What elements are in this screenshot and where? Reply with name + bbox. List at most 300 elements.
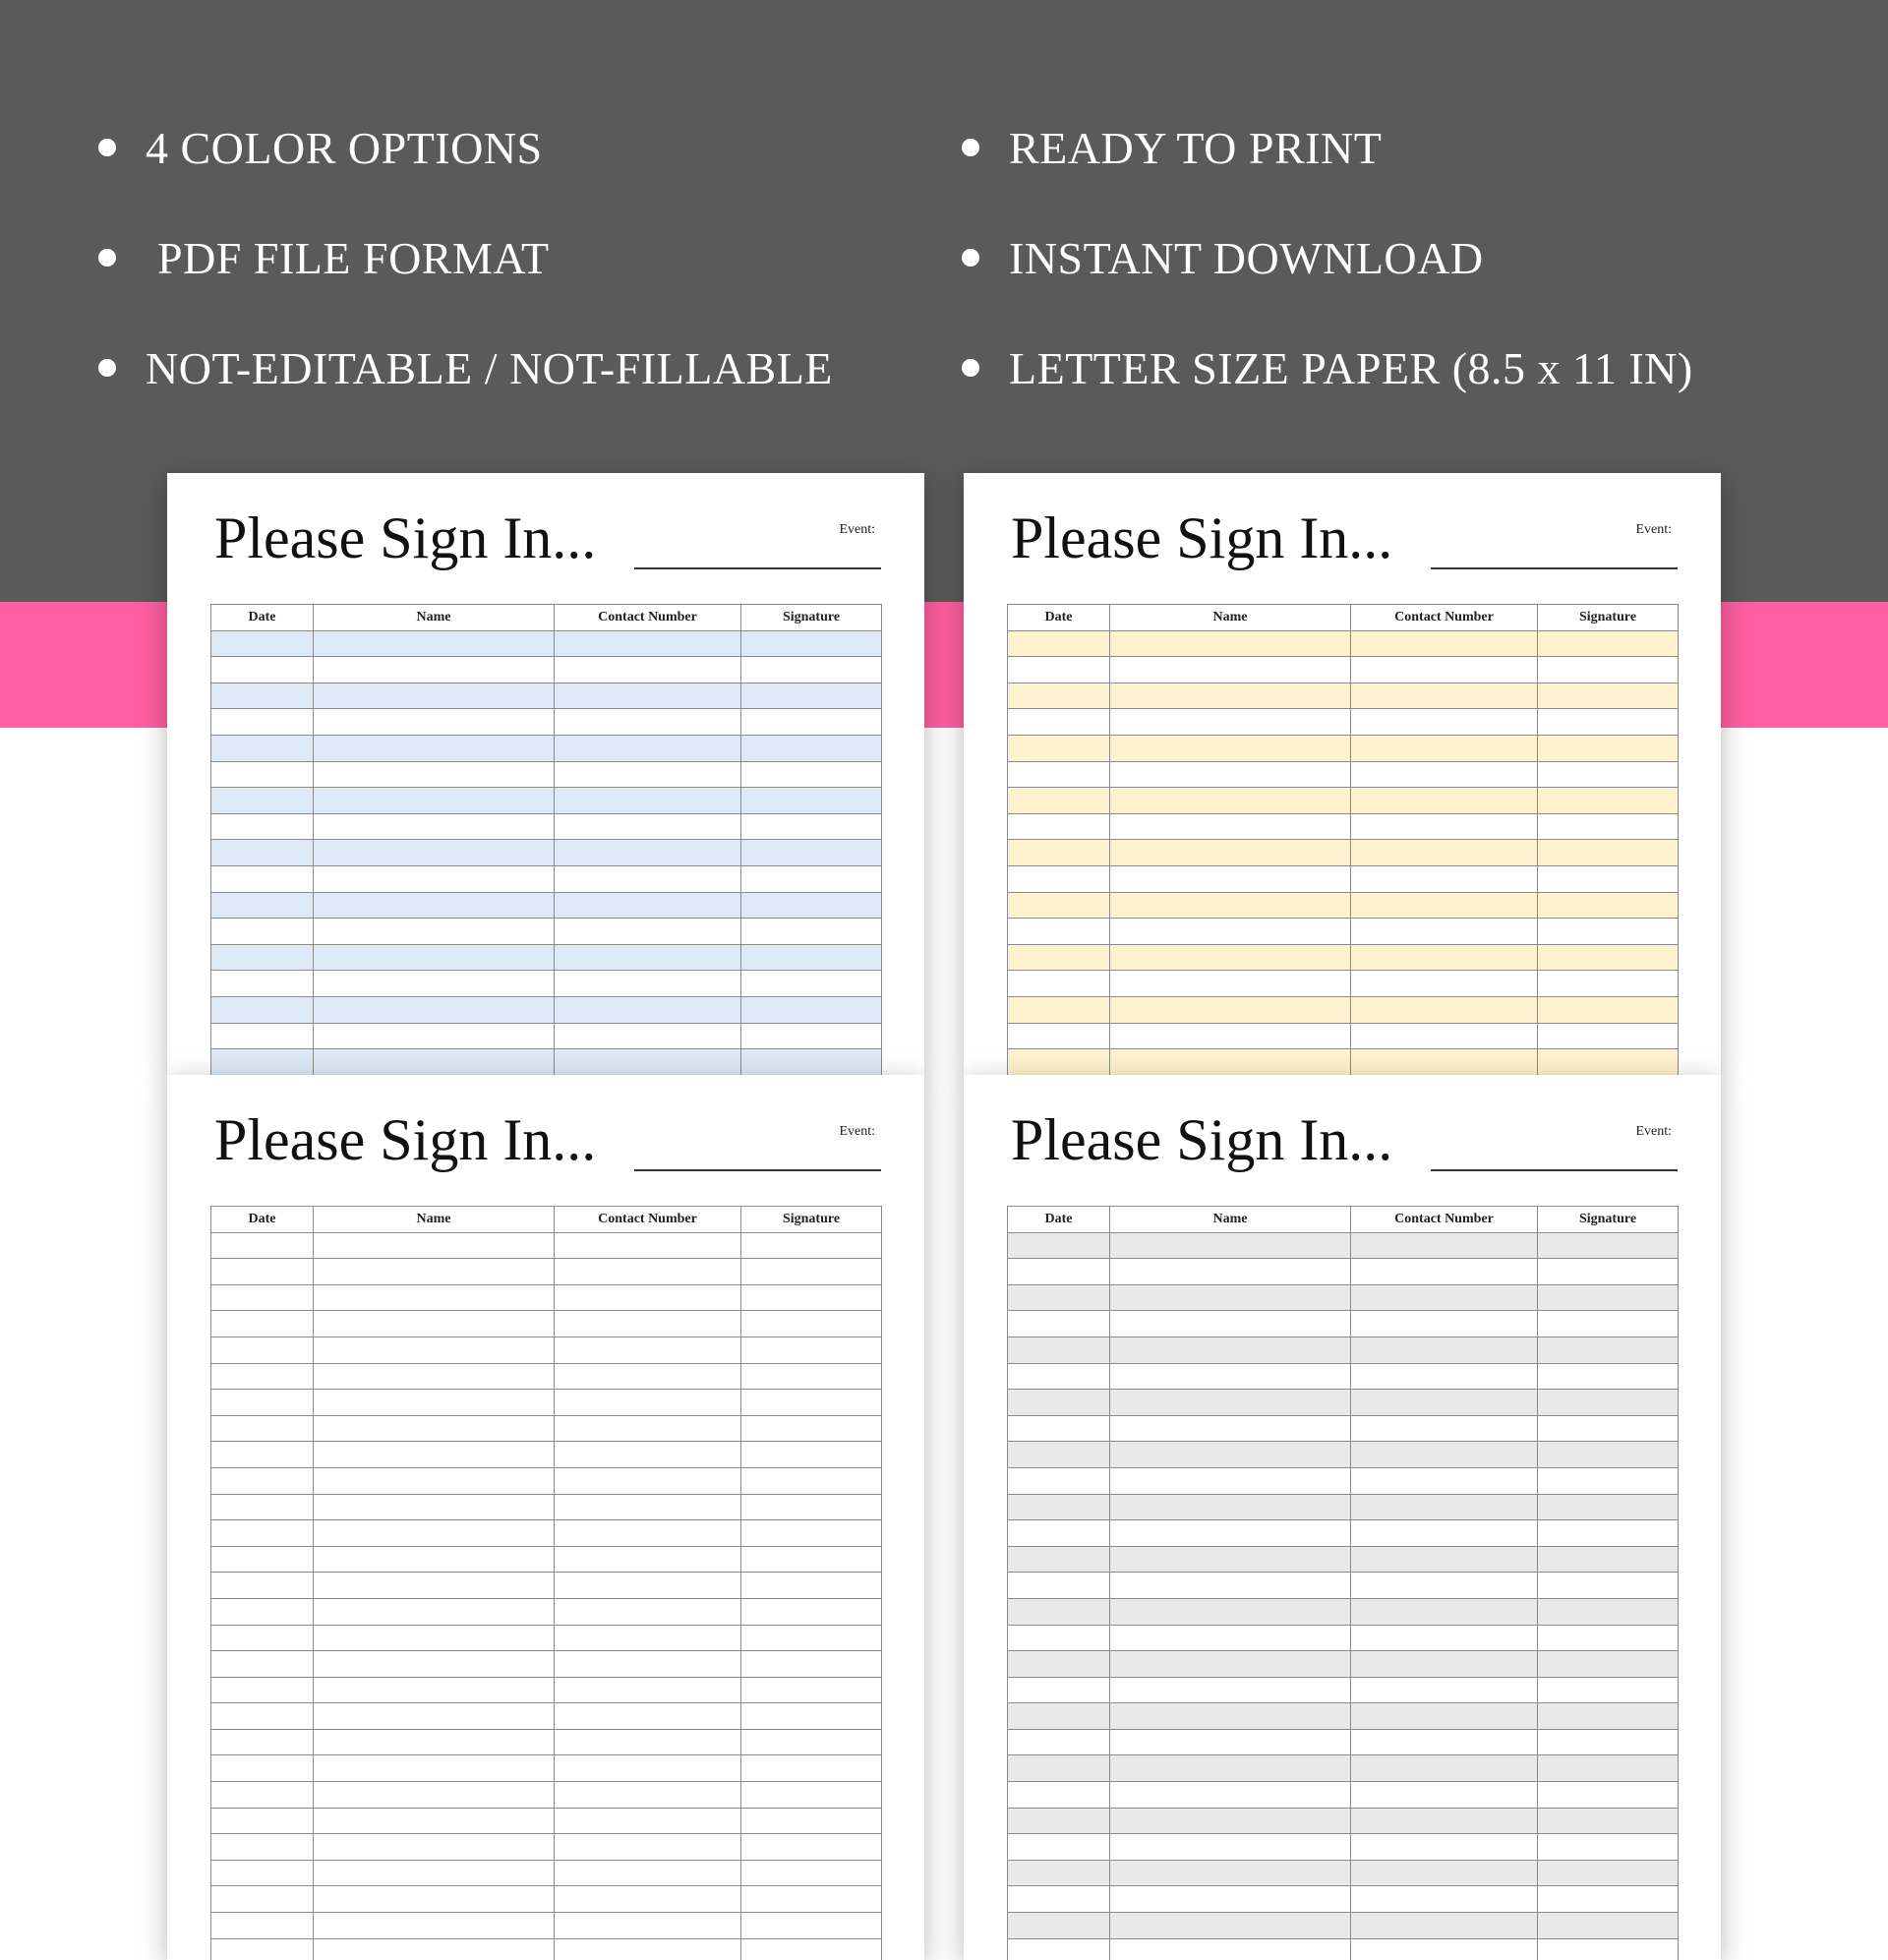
table-row bbox=[211, 1938, 882, 1960]
table-cell bbox=[1538, 709, 1679, 736]
table-cell bbox=[314, 735, 555, 761]
table-row bbox=[211, 1520, 882, 1547]
table-cell bbox=[1110, 1284, 1351, 1311]
table-cell bbox=[211, 1049, 314, 1075]
table-cell bbox=[1110, 1703, 1351, 1730]
table-cell bbox=[555, 1415, 741, 1442]
table-cell bbox=[555, 1390, 741, 1416]
table-cell bbox=[555, 996, 741, 1023]
table-cell bbox=[1008, 1729, 1110, 1755]
bullet-icon bbox=[98, 249, 116, 267]
table-row bbox=[211, 1703, 882, 1730]
feature-item bbox=[98, 230, 550, 285]
table-cell bbox=[1110, 1677, 1351, 1703]
table-cell bbox=[1538, 813, 1679, 840]
table-cell bbox=[1008, 1232, 1110, 1259]
table-cell bbox=[1110, 1494, 1351, 1520]
table-cell bbox=[314, 865, 555, 892]
table-row bbox=[211, 1442, 882, 1468]
table-cell bbox=[555, 683, 741, 709]
table-cell bbox=[1008, 1703, 1110, 1730]
table-cell bbox=[555, 1049, 741, 1075]
table-cell bbox=[555, 1442, 741, 1468]
column-header-contact-number: Contact Number bbox=[555, 605, 741, 631]
table-cell bbox=[1351, 996, 1538, 1023]
table-cell bbox=[555, 1573, 741, 1599]
table-cell bbox=[314, 1938, 555, 1960]
table-row bbox=[211, 919, 882, 945]
sheet-title: Please Sign In... bbox=[1011, 1107, 1393, 1172]
feature-text: 4 COLOR OPTIONS bbox=[146, 122, 543, 173]
table-cell bbox=[555, 1729, 741, 1755]
table-cell bbox=[1351, 1023, 1538, 1049]
table-cell bbox=[741, 1573, 882, 1599]
table-cell bbox=[1538, 1677, 1679, 1703]
table-cell bbox=[1008, 1677, 1110, 1703]
table-cell bbox=[555, 1494, 741, 1520]
table-row bbox=[211, 761, 882, 788]
table-cell bbox=[314, 813, 555, 840]
table-cell bbox=[211, 1573, 314, 1599]
table-cell bbox=[1008, 1363, 1110, 1390]
table-row bbox=[1008, 1913, 1679, 1939]
table-cell bbox=[211, 1651, 314, 1678]
table-cell bbox=[1351, 1494, 1538, 1520]
table-cell bbox=[741, 1520, 882, 1547]
table-cell bbox=[1351, 1467, 1538, 1494]
table-row bbox=[1008, 788, 1679, 814]
table-cell bbox=[555, 709, 741, 736]
table-cell bbox=[1008, 1336, 1110, 1363]
table-cell bbox=[314, 1808, 555, 1834]
table-cell bbox=[555, 1467, 741, 1494]
table-cell bbox=[555, 840, 741, 866]
table-cell bbox=[1110, 840, 1351, 866]
table-cell bbox=[1008, 1834, 1110, 1861]
table-cell bbox=[1351, 1834, 1538, 1861]
table-cell bbox=[1351, 1677, 1538, 1703]
table-cell bbox=[555, 1546, 741, 1573]
table-cell bbox=[211, 813, 314, 840]
table-cell bbox=[211, 944, 314, 971]
column-header-signature: Signature bbox=[741, 1207, 882, 1233]
table-row bbox=[211, 1336, 882, 1363]
table-cell bbox=[1538, 1729, 1679, 1755]
table-row bbox=[1008, 1938, 1679, 1960]
column-header-name: Name bbox=[1110, 1207, 1351, 1233]
table-cell bbox=[211, 709, 314, 736]
table-cell bbox=[211, 1336, 314, 1363]
table-cell bbox=[211, 892, 314, 919]
table-cell bbox=[1110, 996, 1351, 1023]
table-cell bbox=[555, 1651, 741, 1678]
table-cell bbox=[1008, 1415, 1110, 1442]
table-cell bbox=[555, 1808, 741, 1834]
table-cell bbox=[1008, 1938, 1110, 1960]
table-cell bbox=[741, 1598, 882, 1625]
table-cell bbox=[314, 1232, 555, 1259]
table-cell bbox=[314, 1520, 555, 1547]
table-row bbox=[1008, 1363, 1679, 1390]
table-row bbox=[1008, 709, 1679, 736]
table-cell bbox=[1110, 735, 1351, 761]
table-cell bbox=[1008, 761, 1110, 788]
table-cell bbox=[1351, 1546, 1538, 1573]
bullet-icon bbox=[98, 359, 116, 377]
table-cell bbox=[1351, 1938, 1538, 1960]
table-cell bbox=[1110, 1860, 1351, 1886]
table-cell bbox=[1008, 1755, 1110, 1782]
table-cell bbox=[1538, 1598, 1679, 1625]
table-cell bbox=[314, 944, 555, 971]
table-row bbox=[211, 1625, 882, 1651]
table-row bbox=[1008, 1546, 1679, 1573]
table-row bbox=[1008, 1467, 1679, 1494]
table-cell bbox=[1110, 1886, 1351, 1913]
table-cell bbox=[1110, 1808, 1351, 1834]
table-cell bbox=[741, 735, 882, 761]
table-cell bbox=[741, 865, 882, 892]
feature-text: READY TO PRINT bbox=[1009, 122, 1383, 173]
table-cell bbox=[1008, 971, 1110, 997]
table-cell bbox=[555, 735, 741, 761]
table-cell bbox=[1538, 1232, 1679, 1259]
table-row bbox=[1008, 1442, 1679, 1468]
column-header-signature: Signature bbox=[1538, 1207, 1679, 1233]
table-cell bbox=[1110, 788, 1351, 814]
table-row bbox=[211, 971, 882, 997]
event-label: Event: bbox=[839, 522, 875, 537]
table-cell bbox=[211, 1232, 314, 1259]
table-cell bbox=[1351, 683, 1538, 709]
table-cell bbox=[741, 1782, 882, 1809]
table-row bbox=[1008, 657, 1679, 683]
feature-text: NOT-EDITABLE / NOT-FILLABLE bbox=[146, 342, 833, 393]
table-cell bbox=[741, 788, 882, 814]
table-cell bbox=[741, 657, 882, 683]
table-cell bbox=[314, 1284, 555, 1311]
table-row bbox=[1008, 683, 1679, 709]
table-cell bbox=[314, 1651, 555, 1678]
table-cell bbox=[1351, 1311, 1538, 1337]
feature-item bbox=[962, 120, 1382, 175]
table-row bbox=[1008, 971, 1679, 997]
table-header-row bbox=[1008, 605, 1679, 631]
table-cell bbox=[1538, 1755, 1679, 1782]
table-row bbox=[1008, 1573, 1679, 1599]
table-cell bbox=[1351, 1336, 1538, 1363]
table-cell bbox=[1110, 1467, 1351, 1494]
table-cell bbox=[211, 1284, 314, 1311]
table-row bbox=[1008, 1598, 1679, 1625]
table-row bbox=[1008, 865, 1679, 892]
table-cell bbox=[211, 1808, 314, 1834]
table-cell bbox=[1008, 1913, 1110, 1939]
table-row bbox=[211, 1651, 882, 1678]
table-cell bbox=[1110, 1546, 1351, 1573]
table-cell bbox=[555, 788, 741, 814]
table-cell bbox=[1351, 1913, 1538, 1939]
table-row bbox=[1008, 1886, 1679, 1913]
column-header-name: Name bbox=[1110, 605, 1351, 631]
table-row bbox=[1008, 1625, 1679, 1651]
table-cell bbox=[1538, 1442, 1679, 1468]
table-cell bbox=[314, 1259, 555, 1285]
table-cell bbox=[1110, 1259, 1351, 1285]
column-header-signature: Signature bbox=[1538, 605, 1679, 631]
table-cell bbox=[1351, 1782, 1538, 1809]
table-cell bbox=[1351, 709, 1538, 736]
table-cell bbox=[314, 1467, 555, 1494]
table-row bbox=[1008, 1284, 1679, 1311]
table-cell bbox=[1351, 657, 1538, 683]
table-cell bbox=[314, 709, 555, 736]
table-cell bbox=[1351, 865, 1538, 892]
table-cell bbox=[1008, 657, 1110, 683]
table-row bbox=[211, 892, 882, 919]
table-cell bbox=[1538, 1494, 1679, 1520]
table-cell bbox=[741, 1311, 882, 1337]
table-cell bbox=[1538, 1023, 1679, 1049]
table-cell bbox=[314, 840, 555, 866]
table-cell bbox=[555, 1886, 741, 1913]
table-cell bbox=[314, 1573, 555, 1599]
table-cell bbox=[741, 971, 882, 997]
table-cell bbox=[1008, 813, 1110, 840]
table-row bbox=[211, 1598, 882, 1625]
table-cell bbox=[741, 919, 882, 945]
table-cell bbox=[314, 630, 555, 657]
table-row bbox=[211, 1023, 882, 1049]
table-cell bbox=[211, 1467, 314, 1494]
table-cell bbox=[1538, 1860, 1679, 1886]
table-cell bbox=[1351, 944, 1538, 971]
table-cell bbox=[741, 683, 882, 709]
table-cell bbox=[1110, 1755, 1351, 1782]
sign-in-sheet-gray bbox=[964, 1075, 1721, 1960]
table-cell bbox=[1351, 788, 1538, 814]
column-header-contact-number: Contact Number bbox=[555, 1207, 741, 1233]
table-cell bbox=[211, 1363, 314, 1390]
table-cell bbox=[555, 1023, 741, 1049]
table-cell bbox=[211, 1677, 314, 1703]
table-cell bbox=[1110, 1049, 1351, 1075]
table-cell bbox=[1008, 1467, 1110, 1494]
table-cell bbox=[555, 919, 741, 945]
table-cell bbox=[1538, 971, 1679, 997]
table-cell bbox=[1538, 1913, 1679, 1939]
table-header-row bbox=[211, 1207, 882, 1233]
table-cell bbox=[1538, 1049, 1679, 1075]
table-cell bbox=[314, 1782, 555, 1809]
table-cell bbox=[1538, 1259, 1679, 1285]
column-header-date: Date bbox=[211, 605, 314, 631]
sheet-title: Please Sign In... bbox=[214, 1107, 597, 1172]
table-cell bbox=[555, 1520, 741, 1547]
table-cell bbox=[555, 1625, 741, 1651]
table-cell bbox=[1538, 1546, 1679, 1573]
table-row bbox=[211, 735, 882, 761]
table-cell bbox=[1110, 813, 1351, 840]
event-label: Event: bbox=[1635, 1124, 1672, 1139]
table-row bbox=[211, 1363, 882, 1390]
table-cell bbox=[741, 1860, 882, 1886]
table-cell bbox=[1538, 1703, 1679, 1730]
table-row bbox=[211, 1808, 882, 1834]
table-row bbox=[211, 1467, 882, 1494]
table-cell bbox=[1110, 630, 1351, 657]
table-cell bbox=[1110, 1729, 1351, 1755]
table-cell bbox=[555, 657, 741, 683]
table-cell bbox=[1110, 1311, 1351, 1337]
table-cell bbox=[211, 1442, 314, 1468]
table-cell bbox=[211, 1729, 314, 1755]
table-row bbox=[1008, 1520, 1679, 1547]
table-row bbox=[1008, 813, 1679, 840]
table-cell bbox=[1110, 1023, 1351, 1049]
feature-item bbox=[98, 120, 543, 175]
table-cell bbox=[1110, 971, 1351, 997]
table-cell bbox=[1110, 761, 1351, 788]
table-cell bbox=[741, 1808, 882, 1834]
bullet-icon bbox=[98, 139, 116, 156]
table-cell bbox=[741, 1625, 882, 1651]
table-cell bbox=[1008, 1782, 1110, 1809]
table-cell bbox=[1110, 1442, 1351, 1468]
table-cell bbox=[741, 1232, 882, 1259]
table-cell bbox=[314, 1729, 555, 1755]
table-cell bbox=[1538, 683, 1679, 709]
table-cell bbox=[211, 1546, 314, 1573]
bullet-icon bbox=[962, 359, 979, 377]
table-cell bbox=[211, 657, 314, 683]
table-cell bbox=[1008, 1049, 1110, 1075]
event-label: Event: bbox=[1635, 522, 1672, 537]
table-row bbox=[1008, 1023, 1679, 1049]
table-cell bbox=[1351, 1049, 1538, 1075]
table-cell bbox=[211, 761, 314, 788]
column-header-contact-number: Contact Number bbox=[1351, 605, 1538, 631]
event-label: Event: bbox=[839, 1124, 875, 1139]
table-cell bbox=[1351, 971, 1538, 997]
feature-text: INSTANT DOWNLOAD bbox=[1009, 232, 1484, 283]
table-cell bbox=[314, 1390, 555, 1416]
table-cell bbox=[741, 1546, 882, 1573]
sign-in-table bbox=[1007, 1206, 1679, 1960]
table-cell bbox=[211, 1598, 314, 1625]
table-cell bbox=[1110, 1651, 1351, 1678]
table-header-row bbox=[211, 605, 882, 631]
table-cell bbox=[741, 1938, 882, 1960]
table-cell bbox=[555, 1259, 741, 1285]
table-row bbox=[211, 630, 882, 657]
table-cell bbox=[741, 630, 882, 657]
table-cell bbox=[1110, 1573, 1351, 1599]
table-cell bbox=[1008, 1023, 1110, 1049]
table-cell bbox=[1008, 1311, 1110, 1337]
table-cell bbox=[1351, 919, 1538, 945]
table-cell bbox=[1110, 1938, 1351, 1960]
table-cell bbox=[211, 788, 314, 814]
table-cell bbox=[1110, 1834, 1351, 1861]
feature-item bbox=[962, 340, 1693, 395]
table-cell bbox=[1351, 1860, 1538, 1886]
column-header-name: Name bbox=[314, 605, 555, 631]
table-cell bbox=[741, 1913, 882, 1939]
table-cell bbox=[1351, 1363, 1538, 1390]
table-cell bbox=[1008, 735, 1110, 761]
table-cell bbox=[1351, 892, 1538, 919]
bullet-icon bbox=[962, 139, 979, 156]
table-cell bbox=[1538, 735, 1679, 761]
table-cell bbox=[555, 892, 741, 919]
table-row bbox=[1008, 1390, 1679, 1416]
table-cell bbox=[1351, 1625, 1538, 1651]
table-row bbox=[211, 1729, 882, 1755]
table-cell bbox=[1008, 630, 1110, 657]
table-row bbox=[211, 788, 882, 814]
table-cell bbox=[741, 1390, 882, 1416]
table-row bbox=[1008, 1860, 1679, 1886]
table-row bbox=[211, 1049, 882, 1075]
table-cell bbox=[1008, 1284, 1110, 1311]
table-row bbox=[1008, 840, 1679, 866]
table-row bbox=[1008, 1494, 1679, 1520]
table-row bbox=[211, 1415, 882, 1442]
table-row bbox=[1008, 996, 1679, 1023]
table-cell bbox=[1351, 630, 1538, 657]
sign-in-table bbox=[210, 604, 882, 1075]
table-row bbox=[1008, 1703, 1679, 1730]
table-cell bbox=[741, 709, 882, 736]
table-cell bbox=[1008, 840, 1110, 866]
table-cell bbox=[1538, 1782, 1679, 1809]
table-cell bbox=[314, 1336, 555, 1363]
sheet-title: Please Sign In... bbox=[214, 505, 597, 570]
table-cell bbox=[314, 788, 555, 814]
table-cell bbox=[314, 919, 555, 945]
table-row bbox=[211, 1390, 882, 1416]
table-cell bbox=[741, 761, 882, 788]
table-cell bbox=[555, 1913, 741, 1939]
table-row bbox=[211, 1677, 882, 1703]
table-cell bbox=[741, 1729, 882, 1755]
table-cell bbox=[1008, 996, 1110, 1023]
sign-in-table bbox=[210, 1206, 882, 1960]
table-cell bbox=[1538, 657, 1679, 683]
table-row bbox=[1008, 1782, 1679, 1809]
table-cell bbox=[741, 1755, 882, 1782]
table-row bbox=[211, 1886, 882, 1913]
table-cell bbox=[1008, 1598, 1110, 1625]
table-cell bbox=[1008, 892, 1110, 919]
table-cell bbox=[1351, 1259, 1538, 1285]
table-row bbox=[211, 1860, 882, 1886]
table-cell bbox=[211, 1390, 314, 1416]
table-cell bbox=[314, 1703, 555, 1730]
table-cell bbox=[314, 1677, 555, 1703]
table-cell bbox=[1008, 865, 1110, 892]
table-cell bbox=[314, 1886, 555, 1913]
table-cell bbox=[555, 1677, 741, 1703]
table-cell bbox=[555, 630, 741, 657]
table-cell bbox=[314, 1546, 555, 1573]
feature-text: PDF FILE FORMAT bbox=[146, 232, 550, 283]
sheet-title: Please Sign In... bbox=[1011, 505, 1393, 570]
bullet-icon bbox=[962, 249, 979, 267]
table-cell bbox=[1538, 1834, 1679, 1861]
table-row bbox=[211, 1546, 882, 1573]
